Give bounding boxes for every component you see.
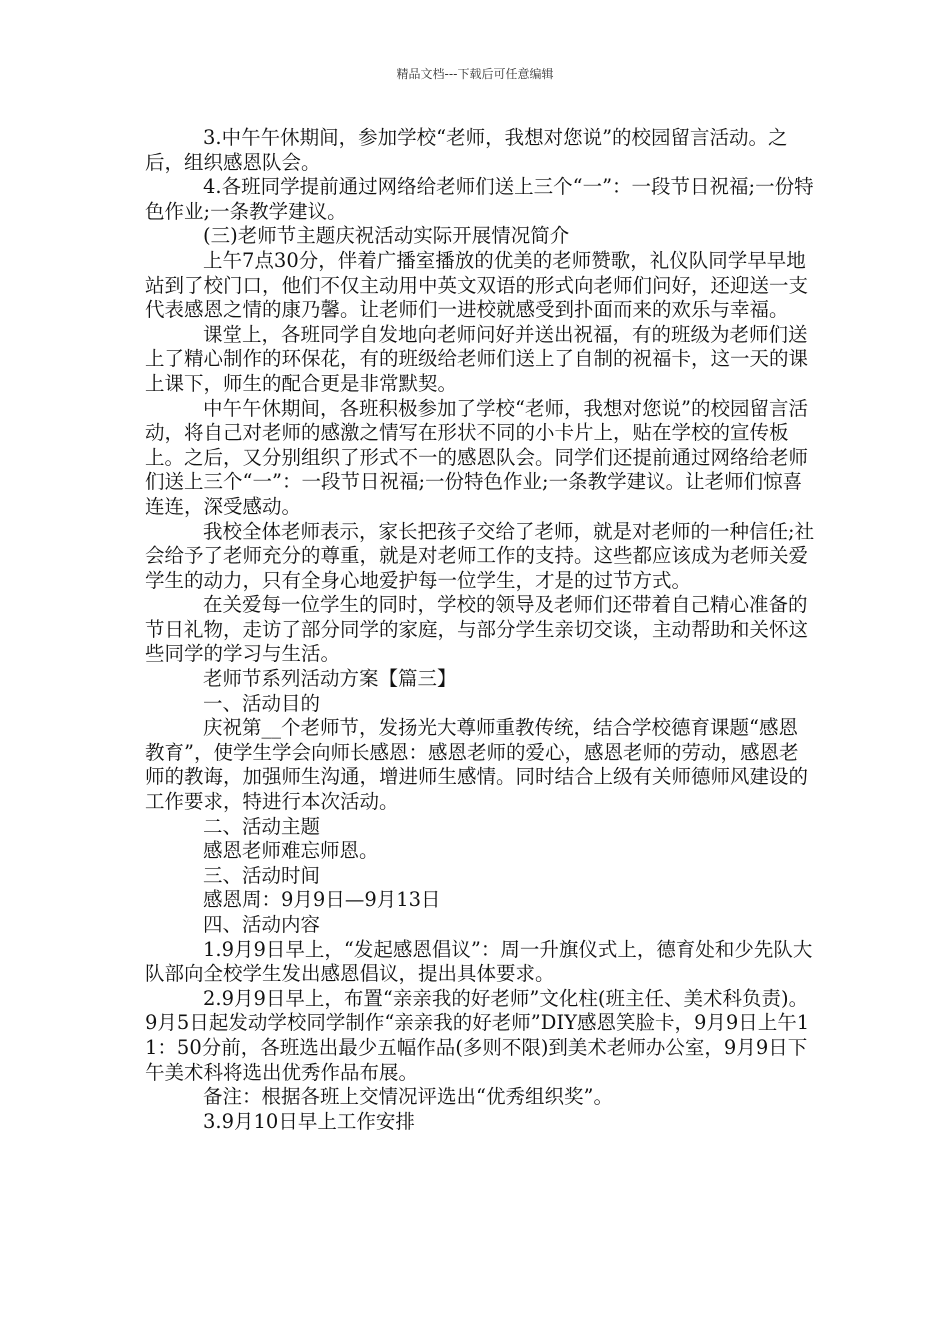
paragraph: 我校全体老师表示，家长把孩子交给了老师，就是对老师的一种信任;社会给予了老师充分的尊重，就是对老师工作的支持。这些都应该成为老师关爱学生的动力，只有全身心地爱护每一位学生，才是的过节方式。 (145, 519, 815, 592)
paragraph: 感恩周：9月9日—9月13日 (203, 888, 441, 912)
section-heading: 三、活动时间 (203, 863, 321, 887)
document-body (145, 126, 815, 1134)
paragraph: 1.9月9日早上，“发起感恩倡议”：周一升旗仪式上，德育处和少先队大队部向全校学生发出感恩倡议，提出具体要求。 (145, 937, 813, 986)
paragraph: 2.9月9日早上，布置“亲亲我的好老师”文化柱(班主任、美术科负责)。9月5日起发动学校同学制作“亲亲我的好老师”DIY感恩笑脸卡，9月9日上午11：50分前，各班选出最少五幅作品(多则不限)到美术老师办公室，9月9日下午美术科将选出优秀作品布展。 (145, 986, 810, 1084)
paragraph: 4.各班同学提前通过网络给老师们送上三个“一”：一段节日祝福;一份特色作业;一条教学建议。 (145, 175, 814, 223)
section-heading: 四、活动内容 (203, 913, 321, 936)
paragraph: 中午午休期间，各班积极参加了学校“老师，我想对您说”的校园留言活动，将自己对老师的感激之情写在形状不同的小卡片上，贴在学校的宣传板上。之后，又分别组织了形式不一的感恩队会。同学们还提前通过网络给老师们送上三个“一”：一段节日祝福;一份特色作业;一条教学建议。让老师们惊喜连连，深受感动。 (145, 396, 809, 518)
paragraph: 课堂上，各班同学自发地向老师问好并送出祝福，有的班级为老师们送上了精心制作的环保花，有的班级给老师们送上了自制的祝福卡，这一天的课上课下，师生的配合更是非常默契。 (145, 322, 809, 395)
section-heading: (三)老师节主题庆祝活动实际开展情况简介 (203, 224, 570, 248)
paragraph: 备注：根据各班上交情况评选出“优秀组织奖”。 (203, 1085, 613, 1109)
section-heading: 二、活动主题 (203, 814, 321, 838)
paragraph: 在关爱每一位学生的同时，学校的领导及老师们还带着自己精心准备的节日礼物，走访了部分同学的家庭，与部分学生亲切交谈，主动帮助和关怀这些同学的学习与生活。 (145, 593, 809, 666)
section-heading: 一、活动目的 (203, 691, 321, 715)
paragraph: 感恩老师难忘师恩。 (203, 839, 379, 863)
page-header: 精品文档---下载后可任意编辑 (396, 67, 554, 81)
paragraph: 庆祝第__个老师节，发扬光大尊师重教传统，结合学校德育课题“感恩教育”，使学生学会向师长感恩：感恩老师的爱心，感恩老师的劳动，感恩老师的教诲，加强师生沟通，增进师生感情。同时结合上级有关师德师风建设的工作要求，特进行本次活动。 (145, 716, 809, 814)
section-title: 老师节系列活动方案【篇三】 (203, 667, 457, 691)
paragraph: 3.中午午休期间，参加学校“老师，我想对您说”的校园留言活动。之后，组织感恩队会。 (145, 126, 788, 174)
paragraph: 上午7点30分，伴着广播室播放的优美的老师赞歌，礼仪队同学早早地站到了校门口，他们不仅主动用中英文双语的形式向老师们问好，还迎送一支代表感恩之情的康乃馨。让老师们一进校就感受到扑面而来的欢乐与幸福。 (145, 248, 809, 322)
paragraph: 3.9月10日早上工作安排 (203, 1109, 415, 1133)
